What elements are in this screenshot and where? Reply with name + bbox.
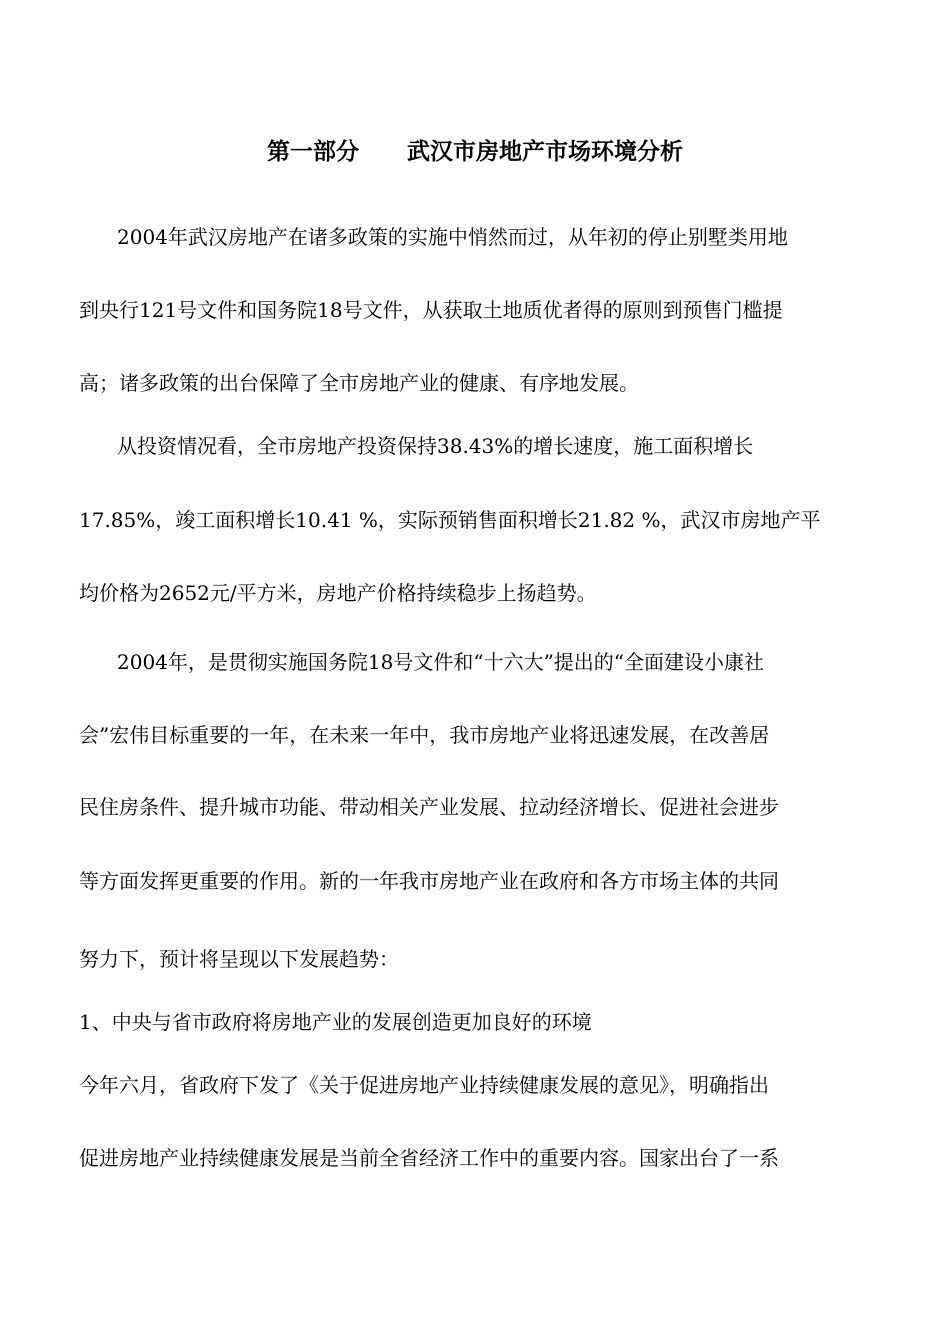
paragraph-line: 17.85%，竣工面积增长10.41 %，实际预销售面积增长21.82 %，武汉市房地产平 xyxy=(79,508,821,532)
paragraph-line: 会”宏伟目标重要的一年，在未来一年中，我市房地产业将迅速发展，在改善居 xyxy=(79,723,770,747)
paragraph-line: 2004年武汉房地产在诸多政策的实施中悄然而过，从年初的停止别墅类用地 xyxy=(117,225,788,249)
paragraph-line: 民住房条件、提升城市功能、带动相关产业发展、拉动经济增长、促进社会进步 xyxy=(79,795,779,819)
page-title: 第一部分 武汉市房地产市场环境分析 xyxy=(266,139,684,165)
paragraph-line: 均价格为2652元/平方米，房地产价格持续稳步上扬趋势。 xyxy=(79,581,597,605)
paragraph-line: 努力下，预计将呈现以下发展趋势： xyxy=(79,947,399,971)
paragraph-line: 等方面发挥更重要的作用。新的一年我市房地产业在政府和各方市场主体的共同 xyxy=(79,869,779,893)
paragraph-line: 高；诸多政策的出台保障了全市房地产业的健康、有序地发展。 xyxy=(79,371,639,395)
section-heading-line: 1、中央与省市政府将房地产业的发展创造更加良好的环境 xyxy=(79,1010,592,1034)
paragraph-line: 2004年，是贯彻实施国务院18号文件和“十六大”提出的“全面建设小康社 xyxy=(117,650,765,674)
paragraph-line: 到央行121号文件和国务院18号文件，从获取土地质优者得的原则到预售门槛提 xyxy=(79,298,783,322)
paragraph-line: 促进房地产业持续健康发展是当前全省经济工作中的重要内容。国家出台了一系 xyxy=(79,1146,779,1170)
paragraph-line: 今年六月，省政府下发了《关于促进房地产业持续健康发展的意见》，明确指出 xyxy=(79,1073,769,1097)
paragraph-line: 从投资情况看，全市房地产投资保持38.43%的增长速度，施工面积增长 xyxy=(117,434,754,458)
